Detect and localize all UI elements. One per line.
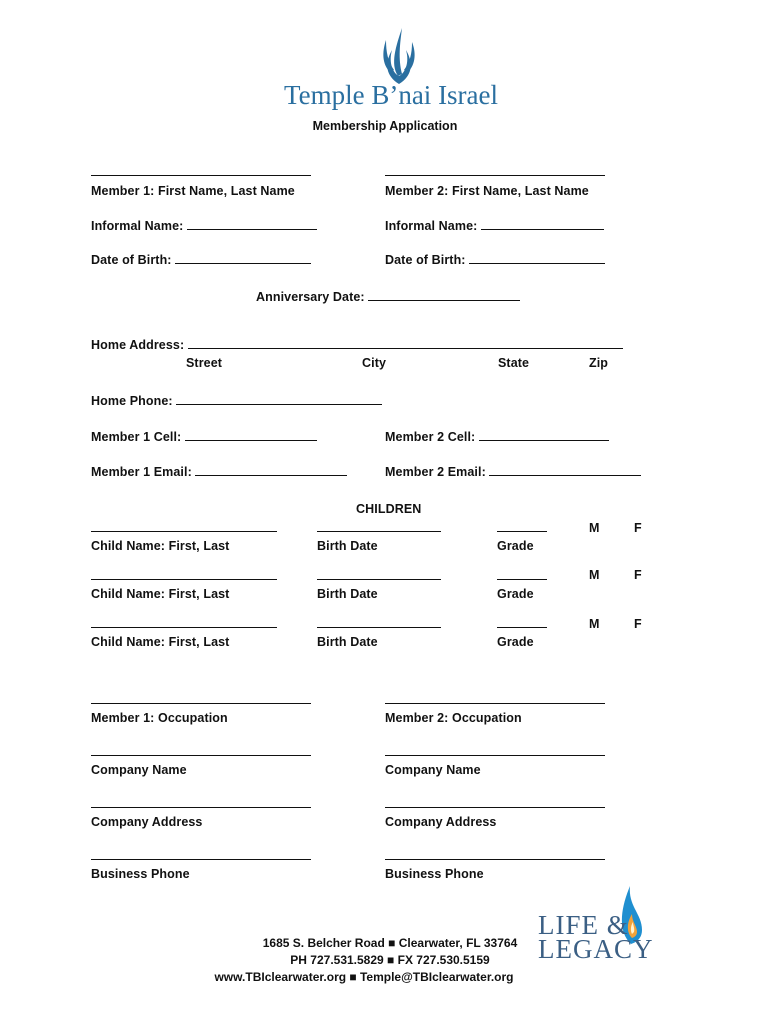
m2-informal-label: Informal Name: bbox=[385, 219, 478, 233]
home-phone-label: Home Phone: bbox=[91, 394, 173, 408]
org-name: Temple B’nai Israel bbox=[284, 80, 499, 110]
m1-company-address-label: Company Address bbox=[91, 815, 203, 829]
child-grade-field[interactable] bbox=[497, 531, 547, 532]
m2-name-field[interactable] bbox=[385, 175, 605, 176]
footer-address: 1685 S. Belcher Road ■ Clearwater, FL 33764 bbox=[262, 936, 518, 950]
child-name-label: Child Name: First, Last bbox=[91, 635, 230, 649]
child-name-field[interactable] bbox=[91, 531, 277, 532]
m2-occupation-label: Member 2: Occupation bbox=[385, 711, 522, 725]
m1-informal-label: Informal Name: bbox=[91, 219, 184, 233]
child-f-option[interactable]: F bbox=[634, 568, 642, 582]
m1-business-phone-label: Business Phone bbox=[91, 867, 190, 881]
child-grade-label: Grade bbox=[497, 539, 534, 553]
anniversary-label: Anniversary Date: bbox=[256, 290, 365, 304]
m2-dob-field[interactable] bbox=[469, 262, 605, 264]
child-grade-field[interactable] bbox=[497, 627, 547, 628]
m1-email-field[interactable] bbox=[195, 474, 347, 476]
child-grade-field[interactable] bbox=[497, 579, 547, 580]
home-address-row bbox=[91, 338, 623, 352]
m2-informal-field[interactable] bbox=[481, 228, 604, 230]
m1-informal-field[interactable] bbox=[187, 228, 317, 230]
m2-cell-label: Member 2 Cell: bbox=[385, 430, 476, 444]
city-label: City bbox=[362, 356, 387, 370]
m1-cell-field[interactable] bbox=[185, 439, 317, 441]
child-birth-label: Birth Date bbox=[317, 587, 378, 601]
footer-phone: PH 727.531.5829 ■ FX 727.530.5159 bbox=[290, 953, 490, 967]
m2-company-name-field[interactable] bbox=[385, 755, 605, 756]
child-birth-label: Birth Date bbox=[317, 635, 378, 649]
child-name-label: Child Name: First, Last bbox=[91, 539, 230, 553]
m2-dob-row bbox=[385, 253, 605, 267]
m2-email-row bbox=[385, 465, 641, 479]
m2-business-phone-label: Business Phone bbox=[385, 867, 484, 881]
form-title: Membership Application bbox=[312, 119, 458, 133]
m1-business-phone-field[interactable] bbox=[91, 859, 311, 860]
m1-company-address-field[interactable] bbox=[91, 807, 311, 808]
m2-occupation-field[interactable] bbox=[385, 703, 605, 704]
m1-occupation-label: Member 1: Occupation bbox=[91, 711, 228, 725]
child-m-option[interactable]: M bbox=[589, 568, 600, 582]
home-address-label: Home Address: bbox=[91, 338, 185, 352]
child-name-field[interactable] bbox=[91, 627, 277, 628]
m2-email-field[interactable] bbox=[489, 474, 641, 476]
m2-email-label: Member 2 Email: bbox=[385, 465, 486, 479]
m1-email-label: Member 1 Email: bbox=[91, 465, 192, 479]
m2-informal-row bbox=[385, 219, 604, 233]
children-heading: CHILDREN bbox=[356, 502, 422, 516]
m1-dob-row bbox=[91, 253, 311, 267]
anniversary-field[interactable] bbox=[368, 299, 520, 301]
home-phone-row bbox=[91, 394, 382, 408]
m2-company-name-label: Company Name bbox=[385, 763, 481, 777]
m2-name-label: Member 2: First Name, Last Name bbox=[385, 184, 589, 198]
street-label: Street bbox=[186, 356, 223, 370]
child-grade-label: Grade bbox=[497, 587, 534, 601]
m1-name-field[interactable] bbox=[91, 175, 311, 176]
footer-web-email: www.TBIclearwater.org ■ Temple@TBIclearwater.org bbox=[214, 970, 514, 984]
child-birth-field[interactable] bbox=[317, 579, 441, 580]
m1-email-row bbox=[91, 465, 347, 479]
m1-occupation-field[interactable] bbox=[91, 703, 311, 704]
child-f-option[interactable]: F bbox=[634, 521, 642, 535]
child-birth-field[interactable] bbox=[317, 627, 441, 628]
m1-dob-field[interactable] bbox=[175, 262, 311, 264]
m1-cell-row bbox=[91, 430, 317, 444]
life-legacy-line1: LIFE & bbox=[538, 910, 629, 940]
state-label: State bbox=[498, 356, 530, 370]
m2-business-phone-field[interactable] bbox=[385, 859, 605, 860]
life-legacy-line2: LEGACY bbox=[538, 934, 654, 964]
m2-company-address-field[interactable] bbox=[385, 807, 605, 808]
m1-dob-label: Date of Birth: bbox=[91, 253, 172, 267]
child-birth-field[interactable] bbox=[317, 531, 441, 532]
child-m-option[interactable]: M bbox=[589, 521, 600, 535]
m1-name-label: Member 1: First Name, Last Name bbox=[91, 184, 295, 198]
m1-informal-row bbox=[91, 219, 317, 233]
child-m-option[interactable]: M bbox=[589, 617, 600, 631]
home-address-field[interactable] bbox=[188, 347, 623, 349]
home-phone-field[interactable] bbox=[176, 403, 382, 405]
child-grade-label: Grade bbox=[497, 635, 534, 649]
m2-dob-label: Date of Birth: bbox=[385, 253, 466, 267]
flame-logo-icon bbox=[368, 24, 430, 86]
m2-cell-row bbox=[385, 430, 609, 444]
child-name-label: Child Name: First, Last bbox=[91, 587, 230, 601]
m2-cell-field[interactable] bbox=[479, 439, 609, 441]
child-name-field[interactable] bbox=[91, 579, 277, 580]
m1-company-name-field[interactable] bbox=[91, 755, 311, 756]
m2-company-address-label: Company Address bbox=[385, 815, 497, 829]
child-birth-label: Birth Date bbox=[317, 539, 378, 553]
child-f-option[interactable]: F bbox=[634, 617, 642, 631]
m1-cell-label: Member 1 Cell: bbox=[91, 430, 182, 444]
zip-label: Zip bbox=[589, 356, 609, 370]
m1-company-name-label: Company Name bbox=[91, 763, 187, 777]
anniversary-row bbox=[256, 290, 520, 304]
